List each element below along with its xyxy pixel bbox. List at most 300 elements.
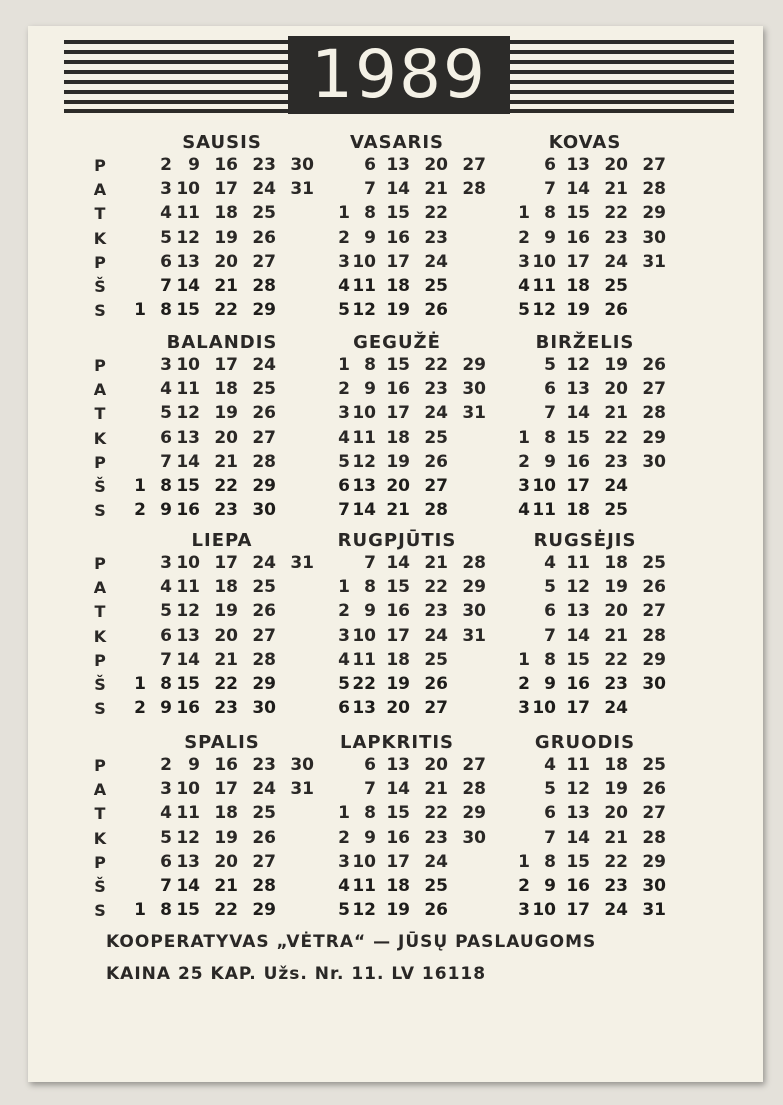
- day-number: 23: [424, 827, 448, 848]
- day-number: 29: [642, 203, 666, 224]
- day-number: 25: [424, 276, 448, 296]
- day-number: 13: [352, 476, 376, 496]
- day-number: 20: [214, 251, 238, 272]
- month-name: SAUSIS: [182, 132, 262, 153]
- day-number: 13: [176, 851, 200, 872]
- day-number: 31: [642, 900, 666, 921]
- weekday-letter: Š: [94, 277, 106, 296]
- day-number: 13: [176, 427, 200, 448]
- day-number: 11: [566, 755, 590, 775]
- day-number: 5: [338, 451, 350, 472]
- day-number: 20: [214, 851, 238, 872]
- day-number: 14: [176, 649, 200, 670]
- day-number: 14: [566, 179, 590, 200]
- day-number: 18: [214, 803, 238, 824]
- day-number: 4: [338, 427, 350, 448]
- day-number: 17: [214, 179, 238, 200]
- day-number: 10: [176, 779, 200, 800]
- day-number: 29: [642, 649, 666, 670]
- day-number: 25: [252, 577, 276, 598]
- day-number: 16: [566, 674, 590, 694]
- day-number: 9: [364, 379, 376, 400]
- day-number: 18: [566, 500, 590, 521]
- weekday-letter: A: [93, 380, 107, 400]
- day-number: 25: [424, 649, 448, 670]
- weekday-letter: P: [94, 852, 106, 872]
- day-number: 11: [176, 379, 200, 400]
- day-number: 16: [214, 155, 238, 175]
- day-number: 26: [424, 451, 448, 472]
- day-number: 13: [566, 155, 590, 175]
- day-number: 19: [214, 227, 238, 248]
- day-number: 1: [518, 649, 530, 670]
- day-number: 10: [352, 251, 376, 272]
- day-number: 25: [424, 427, 448, 448]
- day-number: 29: [252, 674, 276, 694]
- day-number: 23: [424, 227, 448, 248]
- month-name: BALANDIS: [166, 332, 278, 353]
- day-number: 25: [252, 203, 276, 224]
- day-number: 21: [214, 649, 238, 670]
- day-number: 29: [252, 300, 276, 321]
- day-number: 8: [160, 900, 172, 921]
- day-number: 16: [176, 698, 200, 719]
- day-number: 11: [352, 276, 376, 296]
- day-number: 4: [160, 803, 172, 824]
- year-title: 1989: [288, 36, 510, 114]
- day-number: 6: [544, 803, 556, 824]
- day-number: 20: [214, 625, 238, 646]
- day-number: 1: [338, 803, 350, 824]
- day-number: 1: [338, 577, 350, 598]
- day-number: 30: [252, 698, 276, 719]
- day-number: 2: [160, 155, 172, 175]
- day-number: 5: [338, 674, 350, 694]
- day-number: 16: [386, 827, 410, 848]
- day-number: 22: [424, 203, 448, 224]
- day-number: 8: [544, 203, 556, 224]
- day-number: 12: [566, 355, 590, 375]
- day-number: 17: [386, 251, 410, 272]
- day-number: 9: [364, 227, 376, 248]
- day-number: 24: [252, 553, 276, 573]
- day-number: 22: [604, 427, 628, 448]
- day-number: 24: [424, 851, 448, 872]
- day-number: 5: [518, 300, 530, 321]
- day-number: 23: [214, 500, 238, 521]
- day-number: 24: [252, 179, 276, 200]
- weekday-letter: Š: [94, 675, 106, 694]
- weekday-letter: S: [94, 699, 106, 719]
- day-number: 24: [252, 779, 276, 800]
- day-number: 22: [604, 851, 628, 872]
- day-number: 27: [642, 601, 666, 622]
- day-number: 22: [424, 355, 448, 375]
- day-number: 9: [544, 451, 556, 472]
- day-number: 9: [544, 227, 556, 248]
- day-number: 6: [160, 851, 172, 872]
- day-number: 6: [160, 251, 172, 272]
- day-number: 19: [604, 779, 628, 800]
- day-number: 27: [252, 851, 276, 872]
- month-name: LAPKRITIS: [339, 732, 455, 753]
- day-number: 8: [364, 355, 376, 375]
- day-number: 5: [160, 827, 172, 848]
- day-number: 11: [352, 876, 376, 896]
- day-number: 14: [176, 451, 200, 472]
- day-number: 30: [642, 876, 666, 896]
- day-number: 2: [518, 674, 530, 694]
- day-number: 1: [134, 674, 146, 694]
- day-number: 1: [338, 355, 350, 375]
- day-number: 20: [604, 601, 628, 622]
- day-number: 5: [160, 403, 172, 424]
- day-number: 29: [462, 803, 486, 824]
- day-number: 27: [642, 155, 666, 175]
- day-number: 15: [386, 803, 410, 824]
- day-number: 2: [134, 500, 146, 521]
- day-number: 31: [642, 251, 666, 272]
- day-number: 14: [566, 625, 590, 646]
- day-number: 28: [642, 179, 666, 200]
- year-header: [64, 36, 734, 114]
- day-number: 1: [134, 900, 146, 921]
- day-number: 16: [386, 227, 410, 248]
- day-number: 10: [352, 625, 376, 646]
- day-number: 6: [338, 698, 350, 719]
- day-number: 11: [352, 427, 376, 448]
- day-number: 27: [252, 251, 276, 272]
- day-number: 28: [462, 179, 486, 200]
- day-number: 4: [160, 379, 172, 400]
- day-number: 18: [214, 379, 238, 400]
- day-number: 14: [352, 500, 376, 521]
- day-number: 6: [338, 476, 350, 496]
- day-number: 14: [566, 403, 590, 424]
- day-number: 7: [544, 625, 556, 646]
- day-number: 30: [290, 755, 314, 775]
- weekday-letter: P: [94, 252, 106, 272]
- day-number: 29: [462, 355, 486, 375]
- day-number: 27: [642, 379, 666, 400]
- day-number: 21: [214, 451, 238, 472]
- day-number: 23: [424, 601, 448, 622]
- day-number: 23: [604, 876, 628, 896]
- day-number: 21: [604, 403, 628, 424]
- day-number: 18: [604, 553, 628, 573]
- day-number: 15: [176, 900, 200, 921]
- day-number: 3: [518, 476, 530, 496]
- day-number: 14: [566, 827, 590, 848]
- day-number: 17: [566, 698, 590, 719]
- day-number: 8: [544, 427, 556, 448]
- day-number: 18: [604, 755, 628, 775]
- day-number: 15: [386, 203, 410, 224]
- day-number: 28: [252, 451, 276, 472]
- day-number: 4: [518, 276, 530, 296]
- day-number: 27: [462, 755, 486, 775]
- day-number: 1: [518, 851, 530, 872]
- weekday-letter: T: [94, 204, 106, 224]
- day-number: 21: [214, 276, 238, 296]
- day-number: 3: [160, 553, 172, 573]
- day-number: 8: [160, 476, 172, 496]
- day-number: 12: [352, 900, 376, 921]
- day-number: 28: [642, 827, 666, 848]
- day-number: 28: [642, 625, 666, 646]
- day-number: 7: [160, 876, 172, 896]
- day-number: 16: [566, 227, 590, 248]
- day-number: 7: [364, 179, 376, 200]
- day-number: 18: [386, 427, 410, 448]
- day-number: 19: [386, 300, 410, 321]
- day-number: 22: [604, 203, 628, 224]
- day-number: 1: [338, 203, 350, 224]
- day-number: 23: [604, 227, 628, 248]
- day-number: 12: [532, 300, 556, 321]
- day-number: 7: [338, 500, 350, 521]
- day-number: 25: [424, 876, 448, 896]
- day-number: 16: [386, 601, 410, 622]
- day-number: 31: [462, 625, 486, 646]
- day-number: 22: [214, 476, 238, 496]
- month-name: RUGSĖJIS: [533, 530, 637, 551]
- day-number: 6: [544, 601, 556, 622]
- day-number: 29: [462, 577, 486, 598]
- day-number: 20: [604, 155, 628, 175]
- day-number: 13: [386, 755, 410, 775]
- day-number: 30: [462, 601, 486, 622]
- day-number: 2: [338, 601, 350, 622]
- day-number: 12: [566, 577, 590, 598]
- day-number: 4: [160, 577, 172, 598]
- day-number: 12: [566, 779, 590, 800]
- day-number: 10: [532, 251, 556, 272]
- day-number: 2: [338, 827, 350, 848]
- weekday-letter: P: [94, 452, 106, 472]
- day-number: 30: [642, 227, 666, 248]
- day-number: 5: [544, 577, 556, 598]
- day-number: 27: [642, 803, 666, 824]
- day-number: 20: [386, 698, 410, 719]
- day-number: 17: [214, 355, 238, 375]
- day-number: 17: [214, 553, 238, 573]
- day-number: 4: [518, 500, 530, 521]
- weekday-letter: S: [94, 901, 106, 921]
- day-number: 22: [214, 900, 238, 921]
- day-number: 19: [386, 674, 410, 694]
- day-number: 7: [544, 403, 556, 424]
- day-number: 11: [176, 203, 200, 224]
- day-number: 10: [532, 900, 556, 921]
- day-number: 5: [338, 900, 350, 921]
- day-number: 6: [364, 755, 376, 775]
- month-name: LIEPA: [191, 530, 253, 551]
- day-number: 6: [544, 155, 556, 175]
- day-number: 12: [176, 403, 200, 424]
- day-number: 2: [160, 755, 172, 775]
- day-number: 24: [252, 355, 276, 375]
- day-number: 4: [338, 276, 350, 296]
- day-number: 23: [214, 698, 238, 719]
- day-number: 23: [604, 451, 628, 472]
- day-number: 21: [424, 179, 448, 200]
- day-number: 22: [214, 300, 238, 321]
- day-number: 11: [566, 553, 590, 573]
- day-number: 19: [214, 403, 238, 424]
- day-number: 9: [364, 601, 376, 622]
- day-number: 9: [364, 827, 376, 848]
- day-number: 21: [386, 500, 410, 521]
- day-number: 10: [176, 355, 200, 375]
- day-number: 26: [642, 577, 666, 598]
- weekday-letter: K: [93, 828, 107, 848]
- day-number: 15: [176, 300, 200, 321]
- day-number: 23: [252, 755, 276, 775]
- day-number: 11: [532, 276, 556, 296]
- day-number: 11: [176, 803, 200, 824]
- day-number: 24: [604, 900, 628, 921]
- day-number: 1: [134, 300, 146, 321]
- day-number: 26: [604, 300, 628, 321]
- day-number: 7: [544, 179, 556, 200]
- day-number: 26: [424, 300, 448, 321]
- day-number: 4: [160, 203, 172, 224]
- weekday-letter: P: [94, 554, 106, 573]
- month-name: BIRŽELIS: [535, 332, 635, 353]
- day-number: 25: [252, 379, 276, 400]
- day-number: 17: [214, 779, 238, 800]
- day-number: 18: [386, 876, 410, 896]
- day-number: 22: [352, 674, 376, 694]
- day-number: 16: [566, 876, 590, 896]
- weekday-letter: P: [94, 756, 106, 775]
- weekday-letter: T: [94, 602, 106, 622]
- day-number: 9: [160, 500, 172, 521]
- day-number: 7: [160, 451, 172, 472]
- day-number: 21: [424, 553, 448, 573]
- day-number: 9: [544, 674, 556, 694]
- day-number: 26: [642, 355, 666, 375]
- day-number: 31: [290, 779, 314, 800]
- day-number: 20: [424, 755, 448, 775]
- day-number: 30: [642, 451, 666, 472]
- day-number: 17: [566, 251, 590, 272]
- day-number: 19: [386, 900, 410, 921]
- day-number: 9: [188, 755, 200, 775]
- day-number: 21: [214, 876, 238, 896]
- day-number: 19: [214, 827, 238, 848]
- day-number: 17: [566, 476, 590, 496]
- day-number: 19: [386, 451, 410, 472]
- day-number: 8: [544, 649, 556, 670]
- day-number: 2: [518, 876, 530, 896]
- day-number: 26: [642, 779, 666, 800]
- month-name: VASARIS: [349, 132, 445, 153]
- day-number: 24: [604, 251, 628, 272]
- day-number: 3: [160, 779, 172, 800]
- day-number: 8: [544, 851, 556, 872]
- day-number: 28: [462, 779, 486, 800]
- day-number: 16: [386, 379, 410, 400]
- day-number: 11: [352, 649, 376, 670]
- day-number: 30: [252, 500, 276, 521]
- day-number: 15: [386, 577, 410, 598]
- day-number: 9: [544, 876, 556, 896]
- day-number: 26: [252, 827, 276, 848]
- day-number: 10: [532, 476, 556, 496]
- day-number: 24: [424, 625, 448, 646]
- day-number: 6: [544, 379, 556, 400]
- left-stripes: [64, 36, 288, 114]
- day-number: 26: [252, 227, 276, 248]
- day-number: 3: [338, 851, 350, 872]
- day-number: 28: [252, 649, 276, 670]
- day-number: 28: [252, 276, 276, 296]
- day-number: 10: [352, 403, 376, 424]
- day-number: 2: [518, 227, 530, 248]
- weekday-letter: K: [93, 626, 107, 646]
- day-number: 29: [252, 476, 276, 496]
- day-number: 14: [386, 179, 410, 200]
- day-number: 17: [386, 625, 410, 646]
- day-number: 12: [176, 227, 200, 248]
- day-number: 3: [338, 625, 350, 646]
- footer-price: KAINA 25 KAP. Užs. Nr. 11. LV 16118: [106, 964, 487, 984]
- day-number: 8: [364, 577, 376, 598]
- day-number: 22: [604, 649, 628, 670]
- day-number: 8: [364, 803, 376, 824]
- weekday-letter: Š: [94, 877, 106, 896]
- day-number: 18: [386, 649, 410, 670]
- day-number: 25: [642, 553, 666, 573]
- day-number: 13: [566, 379, 590, 400]
- day-number: 13: [566, 803, 590, 824]
- day-number: 2: [338, 227, 350, 248]
- day-number: 3: [518, 900, 530, 921]
- day-number: 10: [352, 851, 376, 872]
- month-name: GRUODIS: [534, 732, 636, 753]
- day-number: 16: [214, 755, 238, 775]
- day-number: 14: [176, 276, 200, 296]
- weekday-letter: T: [94, 804, 106, 824]
- day-number: 23: [252, 155, 276, 175]
- day-number: 1: [134, 476, 146, 496]
- day-number: 24: [604, 698, 628, 719]
- day-number: 12: [352, 451, 376, 472]
- day-number: 18: [566, 276, 590, 296]
- day-number: 30: [642, 674, 666, 694]
- day-number: 8: [364, 203, 376, 224]
- day-number: 21: [424, 779, 448, 800]
- day-number: 6: [364, 155, 376, 175]
- day-number: 15: [566, 649, 590, 670]
- day-number: 29: [642, 851, 666, 872]
- day-number: 15: [566, 427, 590, 448]
- day-number: 10: [176, 553, 200, 573]
- day-number: 25: [642, 755, 666, 775]
- day-number: 31: [290, 553, 314, 573]
- day-number: 5: [160, 227, 172, 248]
- day-number: 3: [518, 698, 530, 719]
- day-number: 27: [424, 698, 448, 719]
- day-number: 7: [364, 553, 376, 573]
- month-name: KOVAS: [548, 132, 622, 153]
- weekday-letter: S: [94, 501, 106, 521]
- day-number: 31: [462, 403, 486, 424]
- day-number: 21: [604, 827, 628, 848]
- day-number: 20: [386, 476, 410, 496]
